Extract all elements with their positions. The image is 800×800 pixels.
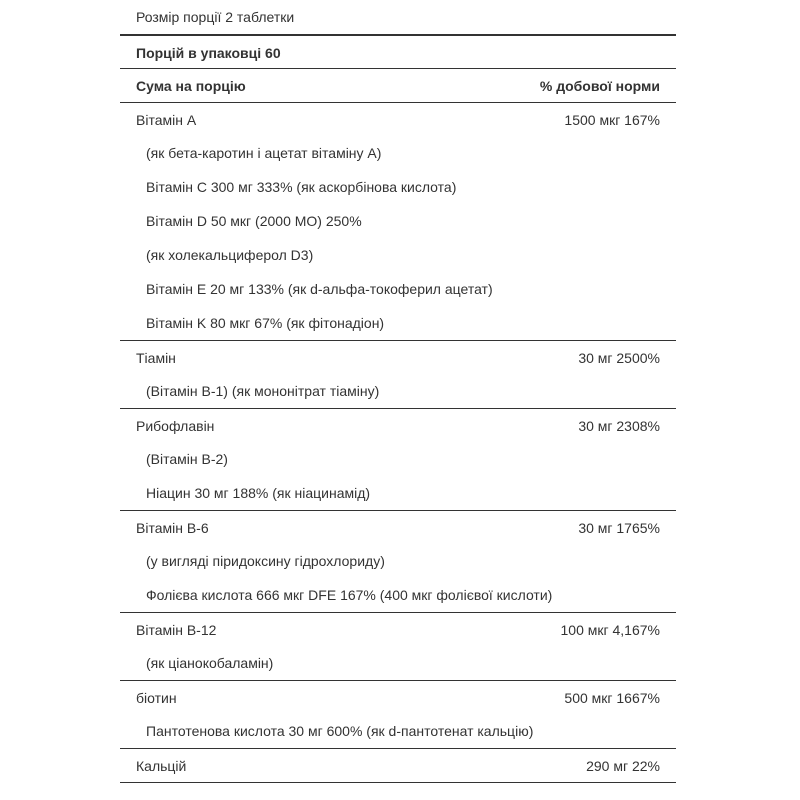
nutrient-detail: (як бета-каротин і ацетат вітаміну A) xyxy=(146,145,382,161)
nutrient-name: Тіамін xyxy=(136,350,176,366)
servings-per-container-text: Порцій в упаковці 60 xyxy=(136,45,281,61)
nutrient-subrow xyxy=(120,374,676,408)
nutrient-row-vitamin-b6 xyxy=(120,510,676,544)
nutrient-row-vitamin-b12 xyxy=(120,612,676,646)
supplement-facts-table xyxy=(120,0,676,783)
nutrient-detail: (у вигляді піридоксину гідрохлориду) xyxy=(146,553,385,569)
nutrient-subrow xyxy=(120,646,676,680)
nutrient-subrow xyxy=(120,170,676,204)
nutrient-row-thiamin xyxy=(120,340,676,374)
nutrient-amount: 30 мг 2500% xyxy=(578,350,660,366)
nutrient-subrow xyxy=(120,306,676,340)
nutrient-row-calcium xyxy=(120,748,676,782)
nutrient-detail: (Вітамін B-2) xyxy=(146,451,228,467)
nutrient-detail: Фолієва кислота 666 мкг DFE 167% (400 мкг фолієвої кислоти) xyxy=(146,587,553,603)
serving-size-row xyxy=(120,0,676,34)
nutrient-subrow xyxy=(120,578,676,612)
nutrient-name: Кальцій xyxy=(136,758,187,774)
nutrient-name: Рибофлавін xyxy=(136,418,215,434)
nutrient-amount: 30 мг 1765% xyxy=(578,520,660,536)
table-header-row xyxy=(120,68,676,102)
nutrient-subrow xyxy=(120,136,676,170)
nutrient-amount: 500 мкг 1667% xyxy=(564,690,660,706)
nutrient-row-riboflavin xyxy=(120,408,676,442)
nutrient-row-vitamin-a xyxy=(120,102,676,136)
nutrient-subrow xyxy=(120,442,676,476)
nutrient-amount: 1500 мкг 167% xyxy=(564,112,660,128)
serving-size-text: Розмір порції 2 таблетки xyxy=(136,9,295,25)
nutrient-detail: Вітамін D 50 мкг (2000 МО) 250% xyxy=(146,213,362,229)
nutrient-detail: Вітамін E 20 мг 133% (як d-альфа-токоферил ацетат) xyxy=(146,281,493,297)
nutrient-detail: (Вітамін B-1) (як мононітрат тіаміну) xyxy=(146,383,380,399)
servings-per-container-row xyxy=(120,34,676,68)
nutrient-name: Вітамін A xyxy=(136,112,197,128)
nutrient-detail: Ніацин 30 мг 188% (як ніацинамід) xyxy=(146,485,371,501)
daily-value-header: % добової норми xyxy=(539,78,660,94)
nutrient-amount: 100 мкг 4,167% xyxy=(560,622,660,638)
nutrient-subrow xyxy=(120,238,676,272)
nutrient-detail: Вітамін C 300 мг 333% (як аскорбінова кислота) xyxy=(146,179,457,195)
nutrient-name: Вітамін B-6 xyxy=(136,520,209,536)
nutrient-detail: Вітамін K 80 мкг 67% (як фітонадіон) xyxy=(146,315,385,331)
nutrient-name: Вітамін B-12 xyxy=(136,622,217,638)
nutrient-amount: 30 мг 2308% xyxy=(578,418,660,434)
nutrient-subrow xyxy=(120,714,676,748)
nutrient-detail: (як холекальциферол D3) xyxy=(146,247,314,263)
amount-per-serving-header: Сума на порцію xyxy=(136,78,246,94)
nutrient-row-biotin xyxy=(120,680,676,714)
nutrient-detail: Пантотенова кислота 30 мг 600% (як d-пантотенат кальцію) xyxy=(146,723,534,739)
nutrient-subrow xyxy=(120,204,676,238)
table-bottom-divider xyxy=(120,782,676,783)
nutrient-subrow xyxy=(120,544,676,578)
nutrient-detail: (як ціанокобаламін) xyxy=(146,655,274,671)
nutrient-subrow xyxy=(120,476,676,510)
nutrient-subrow xyxy=(120,272,676,306)
nutrient-name: біотин xyxy=(136,690,177,706)
nutrient-amount: 290 мг 22% xyxy=(586,758,660,774)
